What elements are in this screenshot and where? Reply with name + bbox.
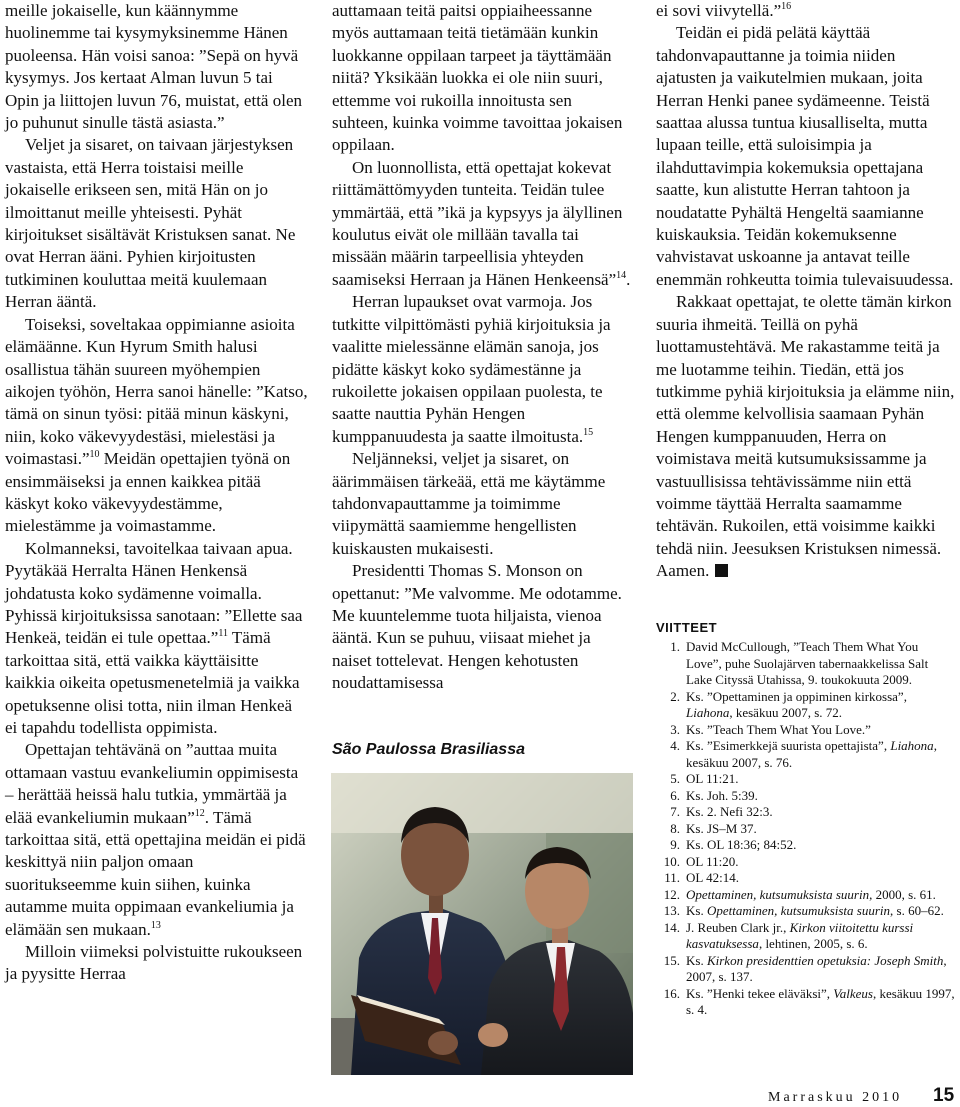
note-number: 9. [670,837,680,852]
paragraph-text: Herran lupaukset ovat varmoja. Jos tutkitte vilpittömästi pyhiä kirjoituksia ja vaalitte mielessänne elämän sanoja, jos pidätte käskyt koko sydämestänne ja rukoilette jokaisen oppilaan puolesta, te saatte nauttia Pyhän Hengen kumppanuudesta ja saatte ilmoitusta. [332,292,611,446]
paragraph [5,0,308,134]
note-text: Ks. 2. Nefi 32:3. [686,804,773,819]
paragraph-text: Presidentti Thomas S. Monson on opettanut: ”Me valvomme. Me odotamme. Me kuuntelemme tuota hiljaista, vienoa ääntä. Kun se puhuu, viisaat miehet ja naiset tottelevat. Hengen kehotusten noudattamisessa [332,561,622,693]
note-item [656,986,956,1019]
paragraph [332,560,632,694]
note-number: 4. [670,738,680,753]
note-item [656,689,956,722]
paragraph-text: Toiseksi, soveltakaa oppimianne asioita elämäänne. Kun Hyrum Smith halusi osallistua tähän suureen myöhempien aikojen työhön, Herra sanoi hänelle: ”Katso, tämä on sinun työsi: pitää minun käskyni, niin, koko väkevyydestäsi, mielestäsi ja voimastasi.” [5,314,308,469]
paragraph-text: On luonnollista, että opettajat kokevat riittämättömyyden tunteita. Teidän tulee ymmärtää, että ”ikä ja kypsyys ja älyllinen koulutus eivät ole millään tavalla tai missään määrin tarpeellisia yhteyden saamiseksi Herraan ja Hänen Henkeensä” [332,157,623,289]
note-text: Ks. Joh. 5:39. [686,787,758,803]
paragraph [5,739,308,941]
paragraph [5,314,308,538]
note-text: Valkeus [833,985,873,1001]
note-text: , 2000, s. 61. [869,886,936,902]
note-text: , kesäkuu 2007, s. 76. [686,738,937,770]
note-item [656,870,956,887]
footnote-ref: 12 [194,807,205,819]
paragraph-text: Milloin viimeksi polvistuitte rukoukseen ja pyysitte Herraa [5,942,303,984]
note-item [656,903,956,920]
note-text: Ks. ”Opettaminen ja oppiminen kirkossa”, [686,688,907,704]
note-item [656,788,956,805]
paragraph-text: Kolmanneksi, tavoitelkaa taivaan apua. Pyytäkää Herralta Hänen Henkensä johdatusta koko sydämenne voimalla. Pyhissä kirjoituksissa sanotaan: ”Ellette saa Henkeä, teidän ei tule opettaa.” [5,538,303,648]
paragraph [332,448,632,560]
note-text: Liahona [686,705,730,720]
footnote-ref: 16 [781,1,792,12]
note-number: 12. [663,886,680,902]
note-item [656,821,956,838]
note-text: , s. 60–62. [890,903,944,918]
note-item [656,722,956,739]
note-number: 8. [670,820,680,836]
note-text: Ks. ”Teach Them What You Love.” [686,721,871,737]
note-number: 14. [663,919,680,935]
end-mark-square [715,564,728,577]
note-number: 15. [663,952,680,968]
paragraph [5,538,308,740]
note-item [656,738,956,771]
note-text: Ks. OL 18:36; 84:52. [686,837,797,852]
paragraph [332,0,632,157]
note-text: Ks. [686,903,707,918]
photo-caption: São Paulossa Brasiliassa [332,741,525,758]
note-number: 16. [663,985,680,1001]
note-text: J. Reuben Clark jr., [686,919,790,935]
page-number: 15 [933,1085,955,1106]
footnote-ref: 10 [89,449,100,461]
note-text: Ks. ”Esimerkkejä suurista opettajista”, [686,738,891,753]
paragraph [332,291,632,448]
note-text: , 2007, s. 137. [686,952,947,984]
paragraph [656,22,956,291]
paragraph [656,291,956,582]
paragraph-text: Veljet ja sisaret, on taivaan järjestyksen vastaista, että Herra toistaisi meille jokaiselle erikseen sen, mitä Hän on jo ilmoittanut meille yhteisesti. Pyhät kirjoitukset sisältävät Kristuksen sanat. Ne ovat Herran ääni. Pyhien kirjoitusten tutkiminen kouluttaa meitä kuulemaan Herran ääntä. [5,135,296,312]
note-text: OL 42:14. [686,870,739,885]
note-text: OL 11:20. [686,853,739,869]
paragraph [332,157,632,291]
note-number: 3. [670,721,680,737]
footnote-ref: 11 [218,628,228,640]
note-text: Ks. ”Henki tekee eläväksi”, [686,985,834,1001]
note-text: , kesäkuu 2007, s. 72. [729,705,843,720]
note-number: 2. [670,688,680,704]
paragraph [5,941,308,986]
note-item [656,804,956,821]
paragraph-text-cont: Meidän opettajien työnä on ensimmäiseksi ja ennen kaikkea pitää käskyt koko väkevyydestämme, mielestämme ja voimastamme. [5,449,291,536]
note-number: 13. [663,903,680,918]
note-number: 7. [670,804,680,819]
note-item [656,837,956,854]
note-item [656,771,956,788]
paragraph-text: Teidän ei pidä pelätä käyttää tahdonvapauttanne ja toimia niiden ajatusten ja vaikutelmien mukaan, joita Herran Henki panee sydämeenne. Teistä saattaa alussa tuntua kiusalliselta, mutta lupaan teille, että suloisimpia ja ilahduttavimpia kokemuksia opettajana saatte, kun alistutte Herran tahtoon ja noudatatte Pyhältä Hengeltä saamianne kuiskauksia. Teidän kokemuksenne vahvistavat uskoanne ja antavat teille enemmän rohkeutta toimia tulevaisuudessa. [656,23,954,289]
paragraph-text: ei sovi viivytellä.” [656,1,782,20]
note-item [656,953,956,986]
paragraph-text-cont: . Tämä tarkoittaa sitä, että opettajina meidän ei pidä keskittyä niin paljon omaan suoritukseemme kuin siihen, kuinka autamme muita oppimaan evankeliumia ja elämään sen mukaan. [5,807,306,939]
note-text: Kirkon presidenttien opetuksia: Joseph Smith [706,952,944,968]
note-text: Ks. JS–M 37. [686,820,757,836]
note-number: 1. [670,639,680,654]
note-item [656,887,956,904]
paragraph-text-cont: . [626,269,631,289]
paragraph [656,0,956,22]
note-text: , kesäkuu 1997, s. 4. [686,985,955,1017]
paragraph-text: Rakkaat opettajat, te olette tämän kirkon suuria ihmeitä. Teillä on pyhä luottamustehtävä. Me rakastamme teitä ja me luotamme teihin. Tiedän, että jos tutkimme pyhiä kirjoituksia ja elämme niin, että olemme kelvollisia saamaan Pyhän Hengen kumppanuuden, Herra on voimistava meitä kutsumuksissamme ja vastuullisissa tehtävissämme niin että voimme täyttää Herralta saamamme tehtävän. Rukoilen, että voisimme kaikki tehdä niin. Jeesuksen Kristuksen nimessä. Aamen. [656,292,955,581]
article-column-2 [332,0,632,695]
note-text: OL 11:21. [686,771,739,786]
note-number: 6. [670,787,680,803]
note-item [656,920,956,953]
note-number: 10. [663,853,680,869]
note-text: Opettaminen, kutsumuksista suurin [686,886,870,902]
note-text: David McCullough, ”Teach Them What You Love”, puhe Suolajärven tabernaakkelissa Salt Lake Cityssä Utahissa, 9. toukokuuta 2009. [686,639,929,687]
footnote-ref: 14 [616,269,627,281]
paragraph-text: meille jokaiselle, kun käännymme huolinemme tai kysymyksinemme Hänen puoleensa. Hän voisi sanoa: ”Sepä on hyvä kysymys. Jos kertaat Alman luvun 5 tai Opin ja liittojen luvun 76, muistat, että olen jo puhunut sinulle tästä asiasta.” [5,1,302,133]
notes-list [656,639,956,1019]
paragraph-text: Opettajan tehtävänä on ”auttaa muita ottamaan vastuu evankeliumin oppimisesta – herättää heissä halu tutkia, ymmärtää ja elää evankeliumin mukaan” [5,740,299,827]
note-text: Kirkon viitoitettu kurssi kasvatuksessa [686,919,914,951]
article-column-1 [5,0,308,986]
note-number: 11. [664,870,680,885]
paragraph [5,134,308,313]
note-text: , lehtinen, 2005, s. 6. [758,936,868,951]
paragraph-text: Neljänneksi, veljet ja sisaret, on äärimmäisen tärkeää, että me käytämme tahdonvapauttamme ja toimimme viipymättä saamiemme hengellisten kuiskausten mukaisesti. [332,449,606,558]
missionaries-reading-photo [331,773,633,1075]
footnote-ref: 13 [150,919,161,931]
note-text: Liahona [890,738,934,753]
paragraph-text: auttamaan teitä paitsi oppiaiheessanne myös auttamaan teitä tietämään kunkin luokkanne oppilaan tarpeet ja täyttämään niitä? Yksikään luokka ei ole niin suuri, ettemme voi rukoilla innoitusta sen suhteen, kuinka voimme tavoittaa jokaisen oppilaan. [332,1,623,155]
note-item [656,639,956,689]
footnote-ref: 15 [583,426,594,438]
note-item [656,854,956,871]
note-number: 5. [670,771,680,786]
paragraph-text-cont: Tämä tarkoittaa sitä, että vaikka käyttäisitte kaikkia oikeita opetusmenetelmiä ja vaikka opetuksenne olisi totta, niin ilman Henkeä ei tapahdu todellista oppimista. [5,628,300,737]
notes-heading: VIITTEET [656,620,718,635]
magazine-date: Marraskuu 2010 [768,1090,903,1105]
article-column-3 [656,0,956,583]
note-text: Ks. [686,952,707,968]
note-text: Opettaminen, kutsumuksista suurin [706,903,891,918]
